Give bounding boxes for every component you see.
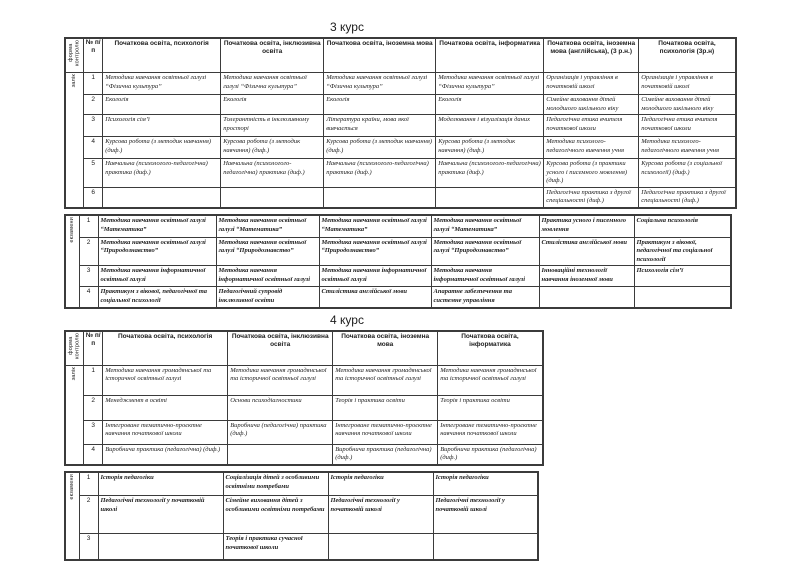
subject-cell: Теорія і практика освіти	[333, 395, 438, 420]
course-3-exams-table	[64, 214, 732, 309]
credit-section-label: залік	[71, 74, 78, 88]
subject-cell: Толерантність в інклюзивному просторі	[221, 115, 324, 137]
column-header-3: Початкова освіта, іноземна мова	[333, 331, 438, 366]
subject-cell	[539, 287, 634, 308]
subject-cell: Теорія і практика освіти	[438, 395, 543, 420]
subject-cell: Педагогічні технології у початковій школі	[98, 496, 223, 534]
subject-cell: Література країни, мова якої вивчається	[324, 115, 436, 137]
column-header-6: Початкова освіта, психологія (3р.н)	[639, 38, 736, 73]
subject-cell: Історія педагогіки	[433, 472, 538, 496]
subject-cell: Навчальна (психологого-педагогічна) практика (диф.)	[103, 159, 221, 188]
course-4-exams-table	[64, 471, 539, 561]
subject-cell: Педагогічний супровід інклюзивної освіти	[216, 287, 319, 308]
subject-cell: Виробнича практика (педагогічна) (диф.)	[438, 444, 543, 465]
column-header-5: Початкова освіта, іноземна мова (англійська), (3 р.н.)	[544, 38, 639, 73]
row-number-cell: 5	[84, 159, 103, 188]
subject-cell	[221, 187, 324, 208]
table-row	[65, 496, 538, 534]
row-number-header: № п/п	[84, 38, 103, 73]
subject-cell: Екологія	[324, 95, 436, 115]
subject-cell: Соціалізація дітей з особливими освітніми потребами	[223, 472, 328, 496]
subject-cell: Методика навчання освітньої галузі “Фізична культура”	[436, 73, 544, 95]
subject-cell: Методика навчання громадянської та історичної освітньої галузі	[333, 365, 438, 395]
subject-cell: Методика психолого-педагогічного вивчення учня	[544, 137, 639, 159]
subject-cell: Методика навчання громадянської та історичної освітньої галузі	[103, 365, 228, 395]
subject-cell	[634, 287, 731, 308]
table-row	[65, 444, 543, 465]
subject-cell: Виробнича практика (педагогічна) (диф.)	[333, 444, 438, 465]
subject-cell	[433, 534, 538, 560]
subject-cell: Педагогічна етика вчителя початкової школи	[544, 115, 639, 137]
row-number-cell: 4	[79, 287, 98, 308]
subject-cell: Курсова робота (з методик навчання) (диф.)	[436, 137, 544, 159]
subject-cell: Педагогічні технології у початковій школі	[328, 496, 433, 534]
subject-cell	[436, 187, 544, 208]
subject-cell: Курсова робота (з соціальної психології) (диф.)	[639, 159, 736, 188]
subject-cell: Курсова робота (з методик навчання) (диф.)	[103, 137, 221, 159]
row-number-cell: 3	[79, 266, 98, 287]
subject-cell: Методика навчання освітньої галузі “Математика”	[431, 215, 539, 237]
subject-cell: Інтегроване тематично-проєктне навчання початкової школи	[438, 420, 543, 444]
subject-cell: Методика навчання освітньої галузі “Математика”	[98, 215, 216, 237]
table-row	[65, 237, 731, 266]
subject-cell: Методика навчання громадянської та історичної освітньої галузі	[228, 365, 333, 395]
subject-cell: Менеджмент в освіті	[103, 395, 228, 420]
subject-cell: Теорія і практика сучасної початкової школи	[223, 534, 328, 560]
subject-cell: Педагогічна практика з другої спеціальності (диф.)	[639, 187, 736, 208]
subject-cell: Інноваційні технології навчання іноземної мови	[539, 266, 634, 287]
subject-cell: Педагогічна етика вчителя початкової школи	[639, 115, 736, 137]
exam-section-label-cell	[65, 215, 79, 308]
subject-cell: Інтегроване тематично-проєктне навчання початкової школи	[103, 420, 228, 444]
subject-cell	[98, 534, 223, 560]
subject-cell: Методика навчання громадянської та історичної освітньої галузі	[438, 365, 543, 395]
subject-cell: Психологія сім’ї	[634, 266, 731, 287]
subject-cell: Сімейне виховання дітей молодшого шкільного віку	[639, 95, 736, 115]
subject-cell	[328, 534, 433, 560]
curriculum-sheet	[64, 21, 737, 566]
row-number-cell: 1	[84, 365, 103, 395]
subject-cell: Стилістика англійської мови	[539, 237, 634, 266]
subject-cell: Виробнича (педагогічна) практика (диф.)	[228, 420, 333, 444]
row-number-cell: 6	[84, 187, 103, 208]
subject-cell: Педагогічні технології у початковій школі	[433, 496, 538, 534]
column-header-1: Початкова освіта, психологія	[103, 38, 221, 73]
subject-cell: Соціальна психологія	[634, 215, 731, 237]
subject-cell: Екологія	[221, 95, 324, 115]
table-row	[65, 73, 736, 95]
subject-cell: Методика навчання освітньої галузі “Математика”	[319, 215, 431, 237]
subject-cell: Сімейне виховання дітей молодшого шкільного віку	[544, 95, 639, 115]
table-row	[65, 266, 731, 287]
subject-cell: Екологія	[436, 95, 544, 115]
row-number-cell: 3	[84, 115, 103, 137]
subject-cell: Практика усного і писемного мовлення	[539, 215, 634, 237]
exam-section-label: екзамени	[68, 473, 75, 500]
subject-cell: Практикум з вікової, педагогічної та соціальної психології	[634, 237, 731, 266]
subject-cell: Курсова робота (з методик навчання) (диф.)	[221, 137, 324, 159]
table-row	[65, 420, 543, 444]
column-header-2: Початкова освіта, інклюзивна освіта	[221, 38, 324, 73]
row-number-cell: 4	[84, 137, 103, 159]
subject-cell: Історія педагогіки	[98, 472, 223, 496]
subject-cell: Виробнича практика (педагогічна) (диф.)	[103, 444, 228, 465]
course-3-title: 3 курс	[330, 20, 364, 34]
subject-cell: Історія педагогіки	[328, 472, 433, 496]
subject-cell: Методика навчання інформатичної освітньої галузі	[98, 266, 216, 287]
course-3-credits-table	[64, 37, 737, 209]
column-header-2: Початкова освіта, інклюзивна освіта	[228, 331, 333, 366]
credit-section-label: залік	[71, 366, 78, 381]
subject-cell: Екологія	[103, 95, 221, 115]
subject-cell: Курсова робота (з практики усного і писемного мовлення) (диф.)	[544, 159, 639, 188]
course-4-credits-table	[64, 330, 544, 466]
table-row	[65, 395, 543, 420]
subject-cell: Апаратне забезпечення та системне управління	[431, 287, 539, 308]
row-number-cell: 3	[79, 534, 98, 560]
row-number-cell: 2	[84, 395, 103, 420]
subject-cell	[324, 187, 436, 208]
subject-cell: Методика навчання інформатичної освітньої галузі	[431, 266, 539, 287]
subject-cell: Інтегроване тематично-проєктне навчання початкової школи	[333, 420, 438, 444]
subject-cell: Методика психолого-педагогічного вивчення учня	[639, 137, 736, 159]
form-of-control-header	[65, 331, 84, 366]
table-row	[65, 115, 736, 137]
row-number-cell: 4	[84, 444, 103, 465]
credit-section-label-cell	[65, 365, 84, 465]
row-number-cell: 2	[84, 95, 103, 115]
subject-cell: Моделювання і візуалізація даних	[436, 115, 544, 137]
subject-cell: Навчальна (психологого-педагогічна) практика (диф.)	[436, 159, 544, 188]
subject-cell	[103, 187, 221, 208]
table-row	[65, 534, 538, 560]
exam-section-label-cell	[65, 472, 79, 560]
table-row	[65, 365, 543, 395]
exam-section-label: екзамени	[68, 217, 75, 243]
subject-cell: Методика навчання освітньої галузі “Природознавство”	[431, 237, 539, 266]
subject-cell: Методика навчання освітньої галузі “Природознавство”	[216, 237, 319, 266]
subject-cell: Сімейне виховання дітей з особливими освітніми потребами	[223, 496, 328, 534]
row-number-cell: 2	[79, 496, 98, 534]
table-row	[65, 215, 731, 237]
column-header-1: Початкова освіта, психологія	[103, 331, 228, 366]
table-row	[65, 287, 731, 308]
subject-cell: Основи психодіагностики	[228, 395, 333, 420]
subject-cell: Методика навчання освітньої галузі “Фізична культура”	[103, 73, 221, 95]
table-row	[65, 159, 736, 188]
row-number-cell: 1	[84, 73, 103, 95]
row-number-cell: 1	[79, 472, 98, 496]
subject-cell: Методика навчання освітньої галузі “Математика”	[216, 215, 319, 237]
form-of-control-header	[65, 38, 84, 73]
subject-cell: Психологія сім’ї	[103, 115, 221, 137]
subject-cell: Методика навчання освітньої галузі “Природознавство”	[98, 237, 216, 266]
subject-cell: Навчальна (психологого-педагогічна) практика (диф.)	[221, 159, 324, 188]
table-row	[65, 137, 736, 159]
column-header-4: Початкова освіта, інформатика	[438, 331, 543, 366]
form-of-control-label: форма контролю	[68, 332, 81, 359]
subject-cell: Методика навчання інформатичної освітньої галузі	[216, 266, 319, 287]
subject-cell: Методика навчання освітньої галузі “Фізична культура”	[324, 73, 436, 95]
subject-cell: Організація і управління в початковій школі	[544, 73, 639, 95]
row-number-cell: 2	[79, 237, 98, 266]
table-row	[65, 187, 736, 208]
column-header-3: Початкова освіта, іноземна мова	[324, 38, 436, 73]
subject-cell: Практикум з вікової, педагогічної та соціальної психології	[98, 287, 216, 308]
subject-cell: Стилістика англійської мови	[319, 287, 431, 308]
subject-cell: Організація і управління в початковій школі	[639, 73, 736, 95]
row-number-header: № п/п	[84, 331, 103, 366]
credit-section-label-cell	[65, 73, 84, 209]
subject-cell: Методика навчання освітньої галузі “Природознавство”	[319, 237, 431, 266]
subject-cell: Педагогічна практика з другої спеціальності (диф.)	[544, 187, 639, 208]
table-row	[65, 95, 736, 115]
form-of-control-label: форма контролю	[68, 39, 81, 66]
row-number-cell: 3	[84, 420, 103, 444]
subject-cell: Методика навчання інформатичної освітньої галузі	[319, 266, 431, 287]
subject-cell: Методика навчання освітньої галузі “Фізична культура”	[221, 73, 324, 95]
row-number-cell: 1	[79, 215, 98, 237]
table-row	[65, 472, 538, 496]
course-4-title: 4 курс	[330, 312, 364, 327]
subject-cell	[228, 444, 333, 465]
column-header-4: Початкова освіта, інформатика	[436, 38, 544, 73]
subject-cell: Курсова робота (з методик навчання) (диф.)	[324, 137, 436, 159]
subject-cell: Навчальна (психологого-педагогічна) практика (диф.)	[324, 159, 436, 188]
